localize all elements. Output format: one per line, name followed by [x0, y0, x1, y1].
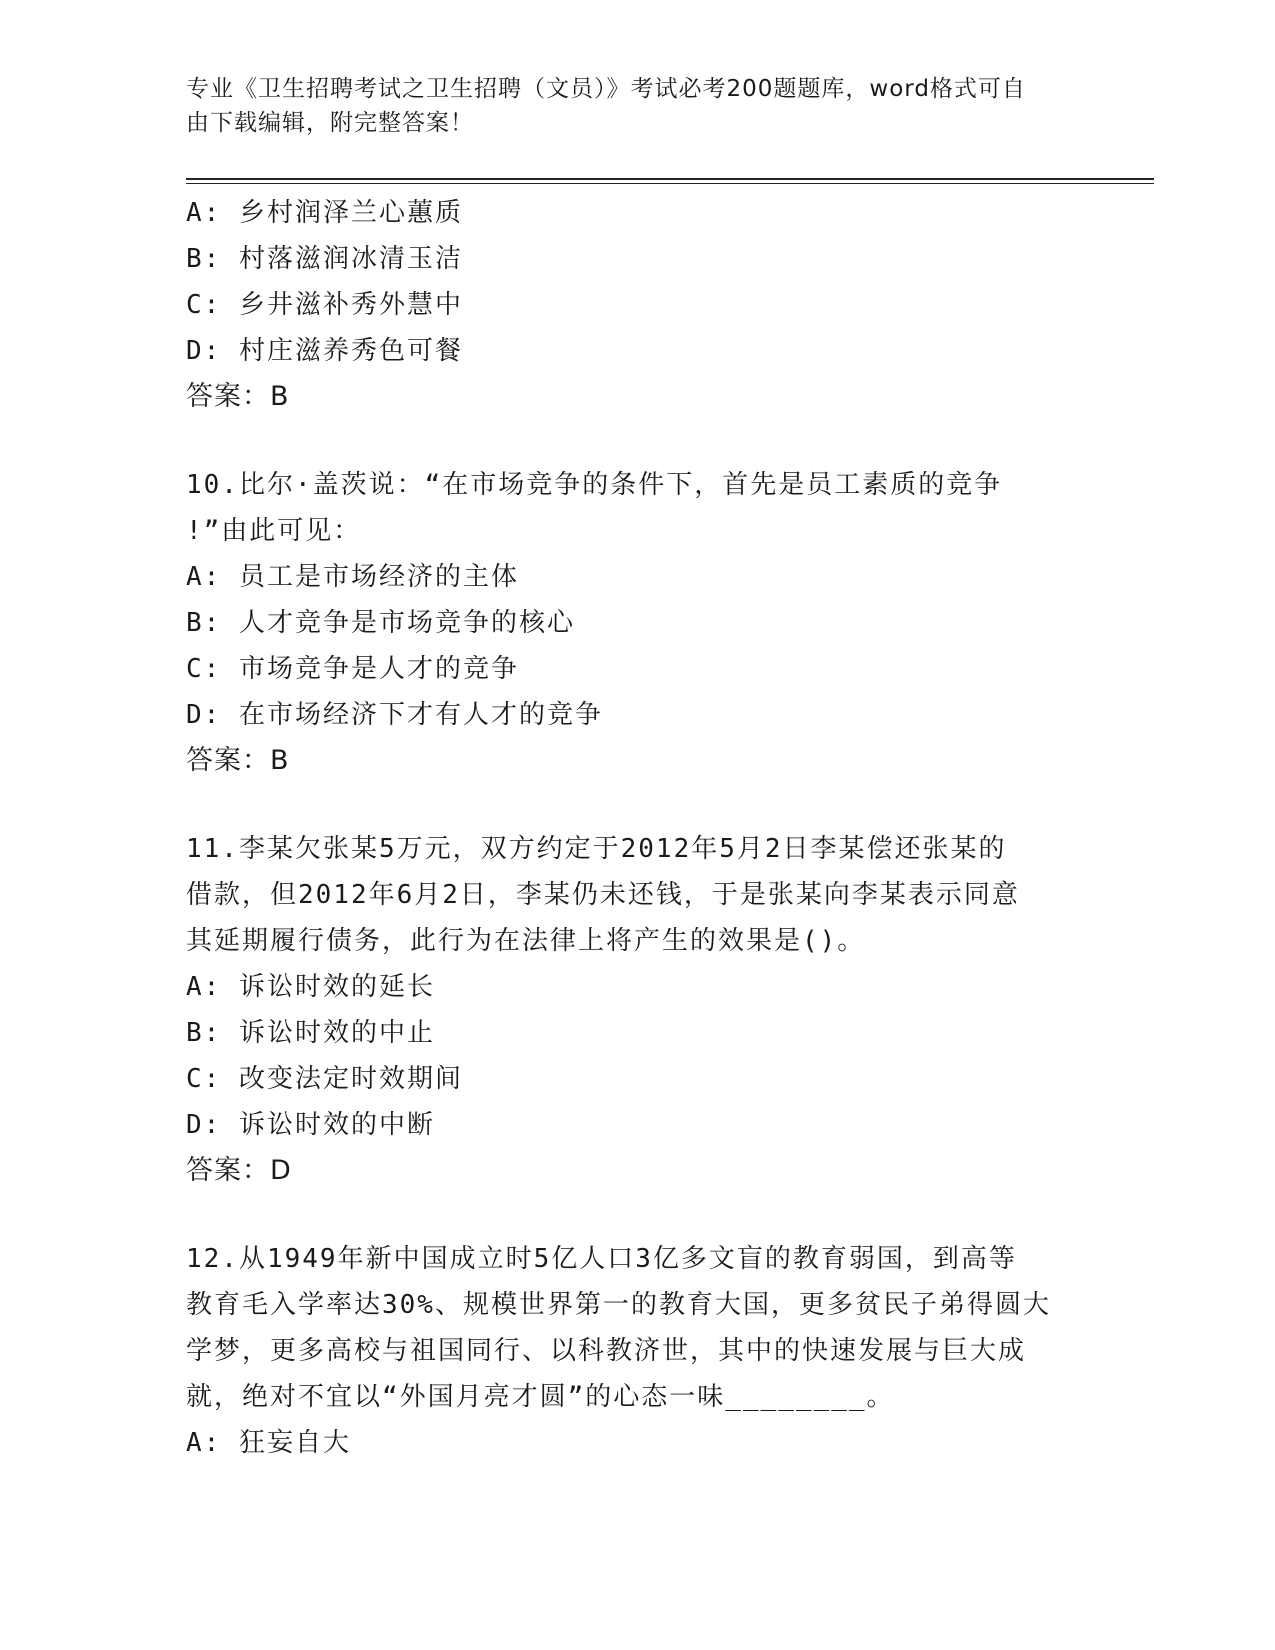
option-c: C: 改变法定时效期间: [186, 1064, 463, 1094]
answer-text: 答案：B: [186, 745, 290, 776]
header-line-1: 专业《卫生招聘考试之卫生招聘（文员）》考试必考200题题库，word格式可自: [186, 76, 1026, 102]
question-10: [186, 462, 1086, 784]
header-line-2: 由下载编辑，附完整答案！: [186, 110, 474, 136]
question-stem-line: 教育毛入学率达30%、规模世界第一的教育大国，更多贫民子弟得圆大: [186, 1290, 1051, 1320]
question-stem-line: 借款，但2012年6月2日，李某仍未还钱，于是张某向李某表示同意: [186, 880, 1020, 910]
option-a: A: 诉讼时效的延长: [186, 972, 435, 1002]
option-c: C: 市场竞争是人才的竞争: [186, 654, 519, 684]
question-9: [186, 190, 1086, 420]
option-a: A: 狂妄自大: [186, 1428, 351, 1458]
question-12: [186, 1236, 1086, 1466]
question-11: [186, 826, 1086, 1194]
question-stem-line: 其延期履行债务，此行为在法律上将产生的效果是()。: [186, 926, 866, 956]
question-stem-line: 10.比尔·盖茨说：“在市场竞争的条件下，首先是员工素质的竞争: [186, 470, 1003, 500]
option-a: A: 乡村润泽兰心蕙质: [186, 198, 463, 228]
option-b: B: 人才竞争是市场竞争的核心: [186, 608, 575, 638]
question-stem-line: 12.从1949年新中国成立时5亿人口3亿多文盲的教育弱国，到高等: [186, 1244, 1017, 1274]
question-stem-line: 11.李某欠张某5万元，双方约定于2012年5月2日李某偿还张某的: [186, 834, 1007, 864]
question-stem-line: 就，绝对不宜以“外国月亮才圆”的心态一味________。: [186, 1382, 895, 1412]
option-b: B: 诉讼时效的中止: [186, 1018, 435, 1048]
option-d: D: 诉讼时效的中断: [186, 1110, 435, 1140]
question-content: [186, 190, 1086, 1466]
option-b: B: 村落滋润冰清玉洁: [186, 244, 463, 274]
option-d: D: 村庄滋养秀色可餐: [186, 336, 463, 366]
question-stem-line: 学梦，更多高校与祖国同行、以科教济世，其中的快速发展与巨大成: [186, 1336, 1027, 1366]
question-stem-line: !”由此可见：: [186, 516, 362, 546]
header-divider-thin: [186, 183, 1154, 184]
document-header: [186, 72, 1066, 140]
answer-text: 答案：B: [186, 381, 290, 412]
option-d: D: 在市场经济下才有人才的竞争: [186, 700, 603, 730]
answer-text: 答案：D: [186, 1155, 292, 1186]
option-a: A: 员工是市场经济的主体: [186, 562, 519, 592]
header-divider-thick: [186, 178, 1154, 180]
option-c: C: 乡井滋补秀外慧中: [186, 290, 463, 320]
